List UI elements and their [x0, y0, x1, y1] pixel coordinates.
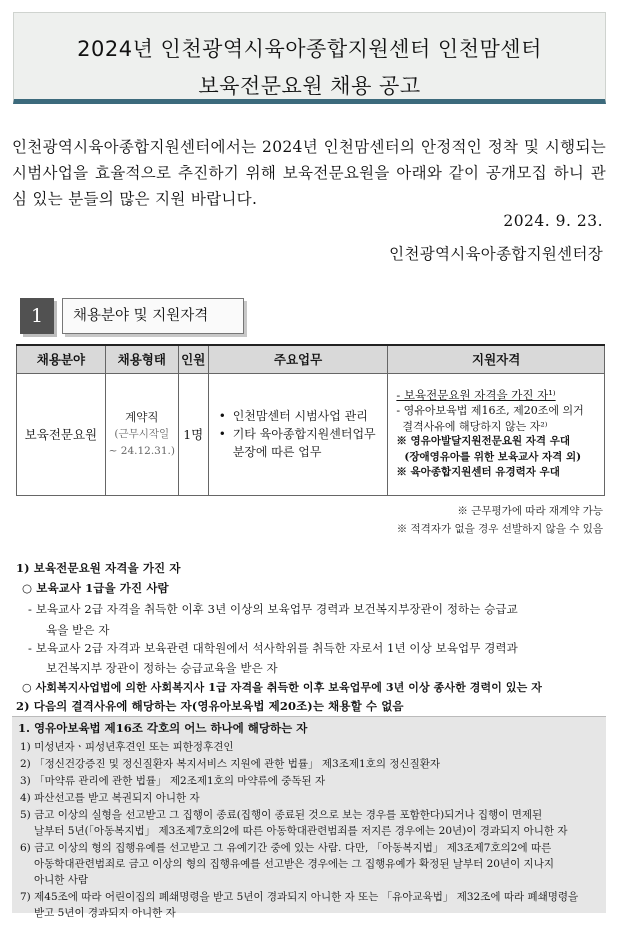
header-field: 채용분야	[17, 345, 106, 373]
footnote-1c-line1: - 보육교사 2급 자격과 보육관련 대학원에서 석사학위를 취득한 자로서 1년 이상 보육업무 경력과	[28, 641, 518, 655]
list-item: 아니한 사람	[34, 874, 89, 886]
note-no-selection: ※ 적격자가 없을 경우 선발하지 않을 수 있음	[396, 523, 603, 535]
cell-duties	[208, 373, 388, 495]
title-banner	[13, 12, 606, 104]
announcement-date: 2024. 9. 23.	[503, 212, 603, 230]
list-item: 5) 금고 이상의 실형을 선고받고 그 집행이 종료(집행이 종료된 것으로 보는 경우를 포함한다)되거나 집행이 면제된	[20, 809, 543, 821]
box-header: 1. 영유아보육법 제16조 각호의 어느 하나에 해당하는 자	[18, 721, 308, 735]
list-item: 6) 금고 이상의 형의 집행유예를 선고받고 그 유예기간 중에 있는 사람. 다만, 「아동복지법」 제3조제7호의2에 따른	[20, 842, 552, 854]
qual-2b: 결격사유에 해당하지 않는 자²⁾	[402, 419, 548, 433]
type-sub-2: ~ 24.12.31.)	[108, 444, 175, 457]
header-qualifications: 지원자격	[388, 345, 605, 373]
footnote-1c-line2: 보건복지부 장관이 정하는 승급교육을 받은 자	[46, 661, 278, 675]
bullet: •	[218, 427, 226, 441]
footnote-2: 2) 다음의 결격사유에 해당하는 자(영유아보육법 제20조)는 채용할 수 없음	[16, 699, 404, 713]
list-item: 받고 5년이 경과되지 아니한 자	[34, 907, 176, 919]
recruitment-table	[16, 344, 605, 496]
list-item: 4) 파산선고를 받고 복권되지 아니한 자	[20, 792, 200, 804]
signer: 인천광역시육아종합지원센터장	[389, 245, 603, 263]
title-line-1: 2024년 인천광역시육아종합지원센터 인천맘센터	[77, 37, 542, 61]
qual-5: ※ 육아종합지원센터 유경력자 우대	[396, 466, 560, 478]
header-count: 인원	[178, 345, 208, 373]
cell-field: 보육전문요원	[17, 373, 106, 495]
table-header-row	[17, 345, 605, 373]
footnote-1b-line1: - 보육교사 2급 자격을 취득한 이후 3년 이상의 보육업무 경력과 보건복지부장관이 정하는 승급교	[28, 602, 518, 616]
title-line-2: 보육전문요원 채용 공고	[198, 74, 421, 98]
section-number: 1	[20, 298, 54, 334]
footnote-1d: ○ 사회복지사업법에 의한 사회복지사 1급 자격을 취득한 이후 보육업무에 3년 이상 종사한 경력이 있는 자	[22, 681, 542, 694]
footnote-1: 1) 보육전문요원 자격을 가진 자	[16, 561, 181, 575]
section-title: 채용분야 및 지원자격	[62, 298, 244, 334]
footnote-1a: ○ 보육교사 1급을 가진 사람	[22, 581, 169, 595]
type-label: 계약직	[125, 409, 159, 424]
table-row	[17, 373, 605, 495]
disqualification-box	[12, 716, 606, 919]
duty-item	[219, 425, 388, 443]
duty-text: 기타 육아종합지원센터업무	[232, 427, 376, 441]
type-sub-1: (근무시작일	[114, 427, 170, 440]
duty-item	[219, 443, 388, 461]
bullet: •	[218, 409, 226, 423]
bullet	[219, 443, 233, 461]
duty-text: 분장에 따른 업무	[232, 445, 322, 459]
cell-type	[105, 373, 178, 495]
duty-item	[219, 407, 388, 425]
note-renewal: ※ 근무평가에 따라 재계약 가능	[457, 505, 603, 517]
header-duties: 주요업무	[208, 345, 388, 373]
qual-3: ※ 영유아발달지원전문요원 자격 우대	[396, 435, 570, 447]
header-type: 채용형태	[105, 345, 178, 373]
duty-text: 인천맘센터 시범사업 관리	[232, 409, 368, 423]
qual-2a: - 영유아보육법 제16조, 제20조에 의거	[396, 404, 584, 417]
qual-1: - 보육전문요원 자격을 가진 자¹⁾	[396, 387, 556, 402]
cell-qualifications	[388, 373, 605, 495]
list-item: 7) 제45조에 따라 어린이집의 폐쇄명령을 받고 5년이 경과되지 아니한 자 또는 「유아교육법」 제32조에 따라 폐쇄명령을	[20, 891, 579, 903]
list-item: 1) 미성년자ㆍ피성년후견인 또는 피한정후견인	[20, 741, 234, 753]
list-item: 아동학대관련범죄로 금고 이상의 형의 집행유예를 선고받은 경우에는 그 집행유예가 확정된 날부터 20년이 지나지	[34, 858, 554, 870]
list-item: 3) 「마약류 관리에 관한 법률」 제2조제1호의 마약류에 중독된 자	[20, 775, 326, 787]
footnote-1b-line2: 육을 받은 자	[46, 623, 110, 637]
list-item: 날부터 5년(「아동복지법」 제3조제7호의2에 따른 아동학대관련범죄를 저지른 경우에는 20년)이 경과되지 아니한 자	[34, 825, 568, 837]
list-item: 2) 「정신건강증진 및 정신질환자 복지서비스 지원에 관한 법률」 제3조제1호의 정신질환자	[20, 758, 441, 770]
intro-paragraph: 인천광역시육아종합지원센터에서는 2024년 인천맘센터의 안정적인 정착 및 시행되는 시범사업을 효율적으로 추진하기 위해 보육전문요원을 아래와 같이 공개모집 하니 관심 있는 분들의 많은 지원 바랍니다.	[12, 138, 606, 208]
qual-4: (장애영유아를 위한 보육교사 자격 외)	[404, 450, 582, 463]
cell-count: 1명	[178, 373, 208, 495]
